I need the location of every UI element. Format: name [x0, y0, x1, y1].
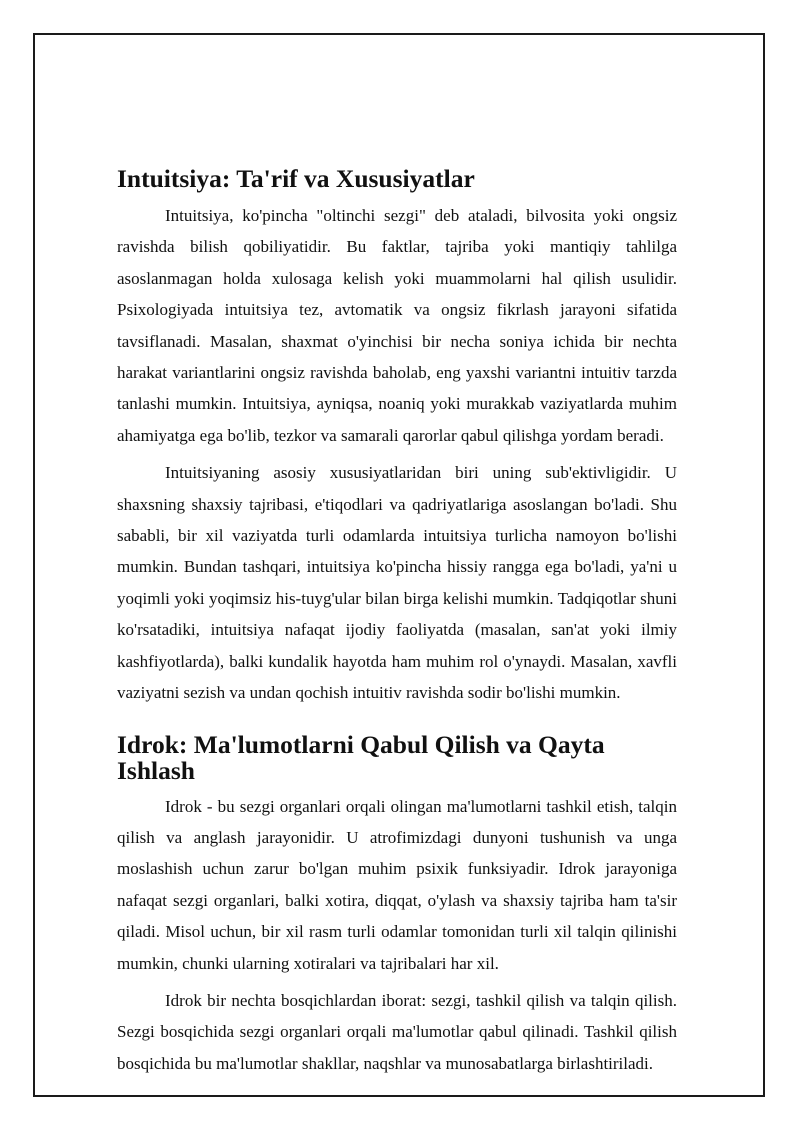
paragraph: Intuitsiyaning asosiy xususiyatlaridan biri uning sub'ektivligidir. U shaxsning shaxsiy tajribasi, e'tiqodlari va qadriyatlariga asoslangan bo'ladi. Shu sababli, bir xil vaziyatda turli odamlarda intuitsiya turlicha namoyon bo'lishi mumkin. Bundan tashqari, intuitsiya ko'pincha hissiy rangga ega bo'ladi, ya'ni u yoqimli yoki yoqimsiz his-tuyg'ular bilan birga kelishi mumkin. Tadqiqotlar shuni ko'rsatadiki, intuitsiya nafaqat ijodiy faoliyatda (masalan, san'at yoki ilmiy kashfiyotlarda), balki kundalik hayotda ham muhim rol o'ynaydi. Masalan, xavfli vaziyatni sezish va undan qochish intuitiv ravishda sodir bo'lishi mumkin. — [117, 463, 677, 703]
page-frame — [33, 33, 765, 1097]
section-heading-perception: Idrok: Ma'lumotlarni Qabul Qilish va Qayta Ishlash — [117, 729, 605, 785]
section-heading-intuition: Intuitsiya: Ta'rif va Xususiyatlar — [117, 164, 475, 193]
document-content — [117, 67, 677, 1085]
paragraph: Intuitsiya, ko'pincha "oltinchi sezgi" deb ataladi, bilvosita yoki ongsiz ravishda bilish qobiliyatidir. Bu faktlar, tajriba yoki mantiqiy tahlilga asoslanmagan holda xulosaga kelish yoki muammolarni hal qilish usulidir. Psixologiyada intuitsiya tez, avtomatik va ongsiz fikrlash jarayoni sifatida tavsiflanadi. Masalan, shaxmat o'yinchisi bir necha soniya ichida bir nechta harakat variantlarini ongsiz ravishda baholab, eng yaxshi variantni intuitiv tarzda tanlashi mumkin. Intuitsiya, ayniqsa, noaniq yoki murakkab vaziyatlarda muhim ahamiyatga ega bo'lib, tezkor va samarali qarorlar qabul qilishga yordam beradi. — [117, 206, 677, 445]
paragraph: Idrok bir nechta bosqichlardan iborat: sezgi, tashkil qilish va talqin qilish. Sezgi bosqichida sezgi organlari orqali ma'lumotlar qabul qilinadi. Tashkil qilish bosqichida bu ma'lumotlar shakllar, naqshlar va munosabatlarga birlashtiriladi. — [117, 990, 677, 1073]
paragraph: Idrok - bu sezgi organlari orqali olingan ma'lumotlarni tashkil etish, talqin qilish va anglash jarayonidir. U atrofimizdagi dunyoni tushunish va unga moslashish uchun zarur bo'lgan muhim psixik funksiyadir. Idrok jarayoniga nafaqat sezgi organlari, balki xotira, diqqat, o'ylash va shaxsiy tajriba ham ta'sir qiladi. Misol uchun, bir xil rasm turli odamlar tomonidan turli xil talqin qilinishi mumkin, chunki ularning xotiralari va tajribalari har xil. — [117, 796, 677, 973]
